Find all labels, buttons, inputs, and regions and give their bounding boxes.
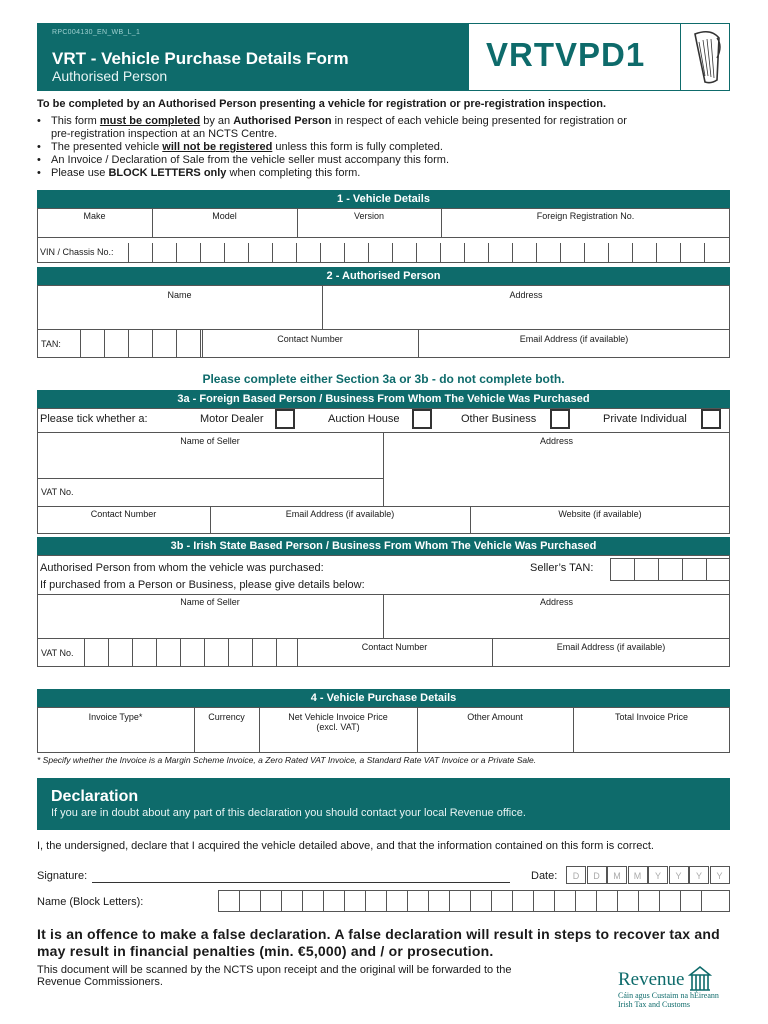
tan-input[interactable] [80,329,203,358]
net-price-sub-label: (excl. VAT) [316,722,360,732]
intro-lead: To be completed by an Authorised Person presenting a vehicle for registration or pre-registration inspection. [37,98,607,110]
date-cell[interactable]: Y [710,866,730,884]
sellers-tan-label: Seller’s TAN: [530,562,594,574]
private-individual-checkbox[interactable] [701,409,721,429]
invoice-type-label: Invoice Type* [88,712,143,722]
date-cell[interactable]: D [587,866,607,884]
signature-input[interactable] [92,864,510,882]
either-note: Please complete either Section 3a or 3b - do not complete both. [202,372,565,386]
version-input[interactable] [298,209,440,236]
revenue-brand: Revenue [618,969,685,990]
seller-email-label: Email Address (if available) [285,509,395,519]
model-label: Model [212,211,237,221]
irish-vat-label: VAT No. [41,648,74,658]
currency-input[interactable] [195,732,258,752]
seller-address-label: Address [539,436,574,446]
scan-note: This document will be scanned by the NCTS upon receipt and the original will be forwarded to the Revenue Commissioners. [37,964,512,988]
revenue-english-name: Irish Tax and Customs [618,1000,690,1009]
seller-website-label: Website (if available) [558,509,642,519]
contact-input[interactable] [203,345,417,357]
revenue-irish-name: Cáin agus Custaim na hÉireann [618,991,719,1000]
invoice-type-input[interactable] [38,732,193,752]
date-cell[interactable]: D [566,866,586,884]
date-cell[interactable]: M [607,866,627,884]
declaration-subtitle: If you are in doubt about any part of this declaration you should contact your local Revenue office. [51,807,526,819]
date-cell[interactable]: Y [648,866,668,884]
email-label: Email Address (if available) [519,334,629,344]
revenue-building-icon [688,965,712,991]
irish-vat-input[interactable] [84,638,298,667]
tick-label: Please tick whether a: [40,413,148,425]
seller-contact-input[interactable] [38,520,209,533]
declaration-title: Declaration [51,788,139,805]
revenue-logo [618,965,719,1009]
name-label: Name [167,290,192,300]
other-business-checkbox[interactable] [550,409,570,429]
net-price-input[interactable] [260,732,416,752]
seller-website-input[interactable] [471,520,729,533]
currency-label: Currency [208,712,245,722]
model-input[interactable] [153,209,296,236]
email-input[interactable] [419,345,729,357]
date-cell[interactable]: Y [669,866,689,884]
form-reference: RPC004130_EN_WB_L_1 [52,29,141,36]
authorised-purchase-label: Authorised Person from whom the vehicle was purchased: [40,562,324,574]
section3b-header: 3b - Irish State Based Person / Business From Whom The Vehicle Was Purchased [37,537,730,555]
section2-header: 2 - Authorised Person [37,267,730,285]
irish-contact-label: Contact Number [361,642,428,652]
vin-label: VIN / Chassis No.: [40,247,114,257]
irish-email-input[interactable] [493,653,729,666]
vat-input[interactable] [90,479,382,505]
auction-house-label: Auction House [328,413,400,425]
private-individual-label: Private Individual [603,413,687,425]
other-business-label: Other Business [461,413,537,425]
make-input[interactable] [38,209,152,236]
form-subtitle: Authorised Person [52,68,168,84]
irish-seller-address-label: Address [539,597,574,607]
declaration-banner [37,778,730,830]
section4-header: 4 - Vehicle Purchase Details [37,689,730,707]
total-price-input[interactable] [574,732,729,752]
motor-dealer-checkbox[interactable] [275,409,295,429]
sellers-tan-input[interactable] [610,558,730,581]
vat-label: VAT No. [41,487,74,497]
other-amount-input[interactable] [418,732,572,752]
name-input[interactable] [38,300,321,328]
tan-label: TAN: [41,339,61,349]
form-header [37,23,730,91]
irish-email-label: Email Address (if available) [556,642,666,652]
signature-label: Signature: [37,870,88,882]
section1-header: 1 - Vehicle Details [37,190,730,208]
purchase-details-label: If purchased from a Person or Business, please give details below: [40,579,365,591]
address-label: Address [509,290,543,300]
contact-label: Contact Number [277,334,343,344]
block-name-label: Name (Block Letters): [37,896,144,908]
harp-emblem-icon [680,24,730,90]
vin-input[interactable] [128,243,730,263]
section3a-header: 3a - Foreign Based Person / Business From Whom The Vehicle Was Purchased [37,390,730,408]
date-label: Date: [531,870,558,882]
seller-name-input[interactable] [38,447,382,477]
declaration-statement: I, the undersigned, declare that I acquired the vehicle detailed above, and that the information contained on this form is correct. [37,840,654,852]
address-input[interactable] [323,300,729,328]
irish-contact-input[interactable] [298,653,491,666]
irish-seller-name-label: Name of Seller [180,597,240,607]
seller-address-input[interactable] [384,447,729,505]
total-price-label: Total Invoice Price [614,712,689,722]
net-price-label: Net Vehicle Invoice Price [288,712,388,722]
block-name-input[interactable] [218,890,730,912]
irish-seller-name-input[interactable] [38,608,382,637]
motor-dealer-label: Motor Dealer [200,413,264,425]
make-label: Make [83,211,106,221]
foreign-reg-input[interactable] [442,209,729,236]
irish-seller-address-input[interactable] [384,608,729,637]
date-cell[interactable]: Y [689,866,709,884]
date-cell[interactable]: M [628,866,648,884]
header-banner [38,24,469,90]
form-code: VRTVPD1 [486,36,646,73]
version-label: Version [353,211,385,221]
seller-name-label: Name of Seller [180,436,240,446]
seller-email-input[interactable] [211,520,469,533]
seller-contact-label: Contact Number [90,509,157,519]
foreign-reg-label: Foreign Registration No. [536,211,635,221]
other-amount-label: Other Amount [467,712,523,722]
false-declaration-warning: It is an offence to make a false declaration. A false declaration will result in steps to recover tax and may result in financial penalties (min. €5,000) and / or prosecution. [37,926,720,959]
invoice-footnote: * Specify whether the Invoice is a Margin Scheme Invoice, a Zero Rated VAT Invoice, a Standard Rate VAT Invoice or a Private Sale. [37,755,537,765]
form-title: VRT - Vehicle Purchase Details Form [52,49,349,68]
auction-house-checkbox[interactable] [412,409,432,429]
